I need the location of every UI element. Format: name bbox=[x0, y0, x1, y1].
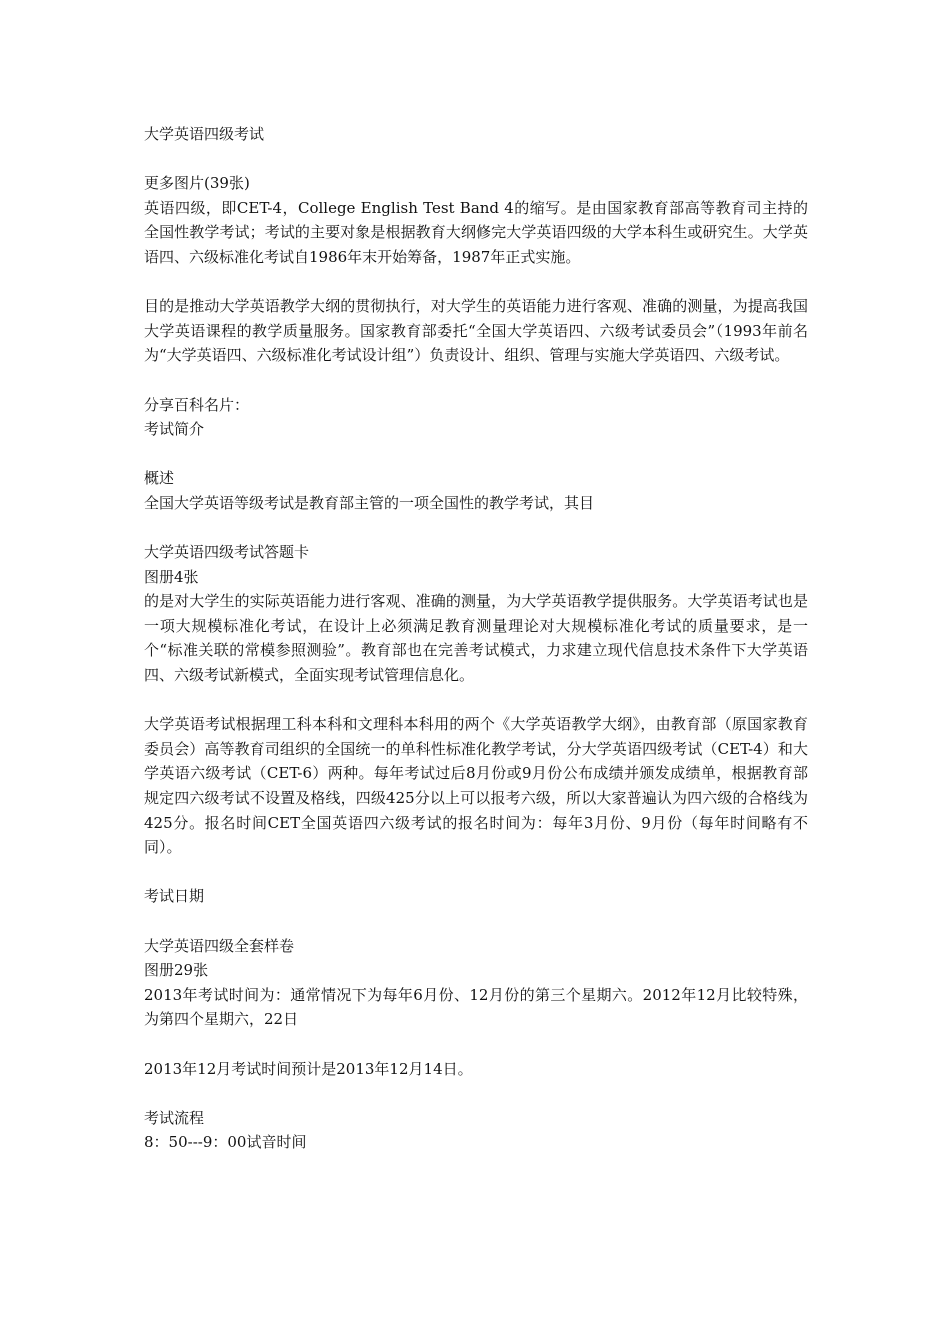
intro-paragraph-1: 英语四级，即CET-4，College English Test Band 4的缩写。是由国家教育部高等教育司主持的全国性教学考试；考试的主要对象是根据教育大纲修完大学英语四级的大学本科生或研究生。大学英语四、六级标准化考试自1986年末开始筹备，1987年正式实施。 bbox=[144, 198, 808, 266]
sample-paper-caption: 大学英语四级全套样卷 bbox=[144, 936, 295, 955]
purpose-paragraph: 的是对大学生的实际英语能力进行客观、准确的测量，为大学英语教学提供服务。大学英语考试也是一项大规模标准化考试，在设计上必须满足教育测量理论对大规模标准化考试的质量要求，是一个“标准关联的常模参照测验”。教育部也在完善考试模式，力求建立现代信息技术条件下大学英语四、六级考试新模式，全面实现考试管理信息化。 bbox=[144, 592, 808, 685]
process-item: 8：50---9：00试音时间 bbox=[144, 1133, 307, 1152]
document-body bbox=[144, 122, 808, 1155]
spacer bbox=[144, 688, 808, 713]
spacer bbox=[144, 270, 808, 295]
intro-paragraph-2: 目的是推动大学英语教学大纲的贯彻执行，对大学生的英语能力进行客观、准确的测量，为提高我国大学英语课程的教学质量服务。国家教育部委托“全国大学英语四、六级考试委员会”（1993年前名为“大学英语四、六级标准化考试设计组”）负责设计、组织、管理与实施大学英语四、六级考试。 bbox=[144, 297, 808, 365]
answer-sheet-album-link[interactable]: 图册4张 bbox=[144, 567, 199, 586]
spacer bbox=[144, 1032, 808, 1057]
spacer bbox=[144, 442, 808, 467]
exam-intro-heading: 考试简介 bbox=[144, 420, 205, 439]
spacer bbox=[144, 909, 808, 934]
exam-date-heading: 考试日期 bbox=[144, 887, 205, 906]
overview-text: 全国大学英语等级考试是教育部主管的一项全国性的教学考试，其目 bbox=[144, 493, 595, 512]
spacer bbox=[144, 1081, 808, 1106]
overview-heading: 概述 bbox=[144, 469, 175, 488]
answer-sheet-caption: 大学英语四级考试答题卡 bbox=[144, 543, 310, 562]
more-images-link[interactable]: 更多图片(39张) bbox=[144, 174, 250, 193]
document-title: 大学英语四级考试 bbox=[144, 125, 265, 143]
exam-date-paragraph-1: 2013年考试时间为：通常情况下为每年6月份、12月份的第三个星期六。2012年12月比较特殊，为第四个星期六，22日 bbox=[144, 985, 808, 1029]
exam-date-paragraph-2: 2013年12月考试时间预计是2013年12月14日。 bbox=[144, 1059, 473, 1078]
spacer bbox=[144, 516, 808, 541]
basis-paragraph: 大学英语考试根据理工科本科和文理科本科用的两个《大学英语教学大纲》，由教育部（原国家教育委员会）高等教育司组织的全国统一的单科性标准化教学考试，分大学英语四级考试（CET-4）和大学英语六级考试（CET-6）两种。每年考试过后8月份或9月份公布成绩并颁发成绩单，根据教育部规定四六级考试不设置及格线，四级425分以上可以报考六级，所以大家普遍认为四六级的合格线为425分。报名时间CET全国英语四六级考试的报名时间为：每年3月份、9月份（每年时间略有不同）。 bbox=[144, 715, 808, 857]
spacer bbox=[144, 368, 808, 393]
spacer bbox=[144, 147, 808, 172]
process-heading: 考试流程 bbox=[144, 1108, 205, 1127]
share-label: 分享百科名片： bbox=[144, 395, 250, 414]
spacer bbox=[144, 860, 808, 885]
sample-paper-album-link[interactable]: 图册29张 bbox=[144, 961, 209, 980]
